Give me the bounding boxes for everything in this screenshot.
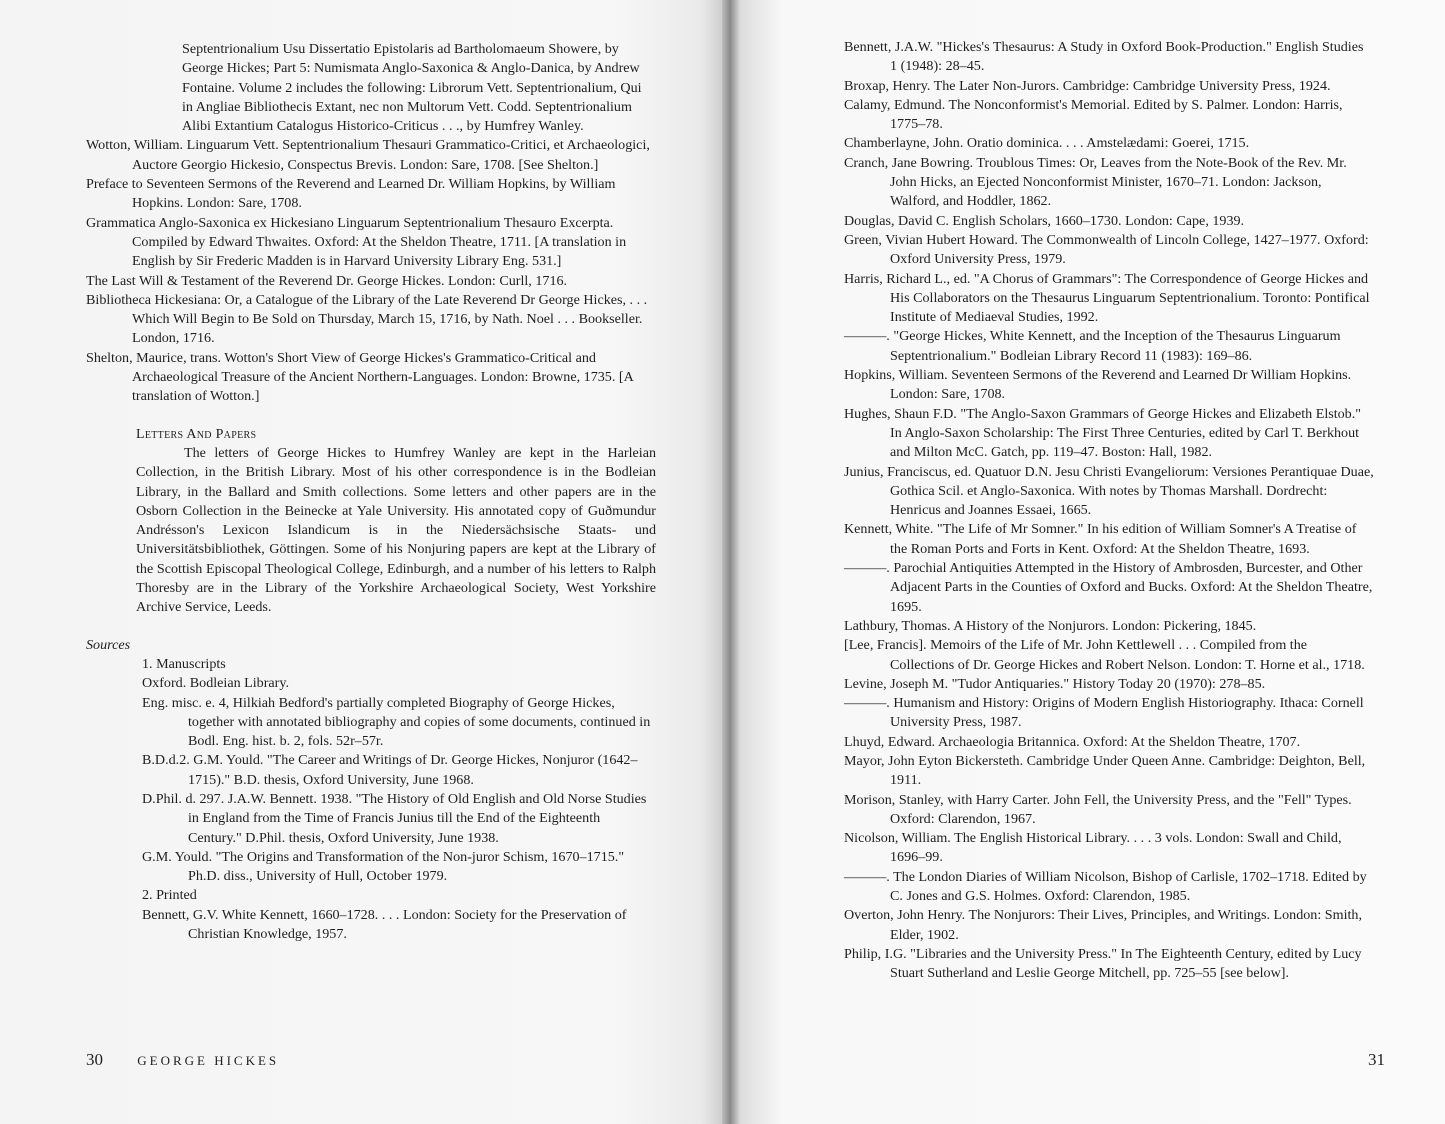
bibliography-entry: Shelton, Maurice, trans. Wotton's Short View of George Hickes's Grammatico-Critical and Archaeological Treasure of the Ancient Northern-Languages. London: Browne, 1735. [A translation of Wotton.] <box>86 349 633 405</box>
bibliography-entry: ———. "George Hickes, White Kennett, and the Inception of the Thesaurus Linguarum Septentrionalium." Bodleian Library Record 11 (1983): 169–86. <box>844 328 1341 364</box>
right-footer <box>1368 1050 1385 1070</box>
printed-label: 2. Printed <box>142 887 197 904</box>
bibliography-entry: ———. The London Diaries of William Nicolson, Bishop of Carlisle, 1702–1718. Edited by C. Jones and G.S. Holmes. Oxford: Clarendon, 1985. <box>844 868 1367 905</box>
bibliography-entry: Cranch, Jane Bowring. Troublous Times: Or, Leaves from the Note-Book of the Rev. Mr. John Hicks, an Ejected Nonconformist Minister, 1670–71. London: Jackson, Walford, and Hoddler, 1862. <box>844 154 1347 210</box>
bibliography-entry: Chamberlayne, John. Oratio dominica. . . . Amstelædami: Goerei, 1715. <box>844 135 1250 152</box>
left-page <box>0 0 722 1124</box>
running-head: GEORGE HICKES <box>137 1053 280 1068</box>
manuscript-entry: B.D.d.2. G.M. Yould. "The Career and Writings of Dr. George Hickes, Nonjuror (1642–1715)." B.D. thesis, Oxford University, June 1968. <box>142 752 638 788</box>
bibliography-entry: Overton, John Henry. The Nonjurors: Their Lives, Principles, and Writings. London: Smith, Elder, 1902. <box>844 907 1362 943</box>
book-gutter <box>722 0 740 1124</box>
continued-entry: Septentrionalium Usu Dissertatio Epistolaris ad Bartholomaeum Showere, by George Hickes; Part 5: Numismata Anglo-Saxonica & Anglo-Danica, by Andrew Fontaine. Volume 2 includes the following: Librorum Vett. Septentrionalium, Qui in Angliae Bibliothecis Extant, nec non Multorum Vett. Codd. Septentrionalium Alibi Extantium Catalogus Historico-Criticus . . ., by Humfrey Wanley. <box>182 41 642 135</box>
bibliography-entry: Bibliotheca Hickesiana: Or, a Catalogue of the Library of the Late Reverend Dr George Hickes, . . . Which Will Begin to Be Sold on Thursday, March 15, 1716, by Nath. Noel . . . Bookseller. London, 1716. <box>86 291 648 347</box>
page-number: 30 <box>86 1050 103 1069</box>
bibliography-entry: Douglas, David C. English Scholars, 1660–1730. London: Cape, 1939. <box>844 212 1245 229</box>
left-footer <box>86 1050 279 1070</box>
oxford-label: Oxford. Bodleian Library. <box>142 675 290 692</box>
printed-entry: Bennett, G.V. White Kennett, 1660–1728. . . . London: Society for the Preservation of Christian Knowledge, 1957. <box>142 906 627 943</box>
bibliography-entry: Morison, Stanley, with Harry Carter. John Fell, the University Press, and the "Fell" Types. Oxford: Clarendon, 1967. <box>844 791 1352 827</box>
letters-heading: Letters And Papers <box>136 426 257 442</box>
manuscript-entry: Eng. misc. e. 4, Hilkiah Bedford's partially completed Biography of George Hickes, together with annotated bibliography and copies of some documents, continued in Bodl. Eng. hist. b. 2, fols. 52r–57r. <box>142 694 651 750</box>
bibliography-entry: Grammatica Anglo-Saxonica ex Hickesiano Linguarum Septentrionalium Thesauro Excerpta. Compiled by Edward Thwaites. Oxford: At the Sheldon Theatre, 1711. [A translation in English by Sir Frederic Madden is in Harvard University Library Eng. 531.] <box>86 214 627 270</box>
bibliography-entry: ———. Humanism and History: Origins of Modern English Historiography. Ithaca: Cornell University Press, 1987. <box>844 695 1364 731</box>
letters-paragraph: The letters of George Hickes to Humfrey Wanley are kept in the Harleian Collection, in the British Library. Most of his other correspondence is in the Bodleian Library, in the Ballard and Smith collections. Some letters and other papers are in the Osborn Collection in the Beinecke at Yale University. His annotated copy of Guðmundur Andrésson's Lexicon Islandicum is in the Niedersächsische Staats- und Universitätsbibliothek, Göttingen. Some of his Nonjuring papers are kept at the Library of the Scottish Episcopal Theological College, Edinburgh, and a number of his letters to Ralph Thoresby are in the Library of the Yorkshire Archaeological Society, West Yorkshire Archive Service, Leeds. <box>136 444 656 616</box>
bibliography-entry: [Lee, Francis]. Memoirs of the Life of Mr. John Kettlewell . . . Compiled from the Collections of Dr. George Hickes and Robert Nelson. London: T. Horne et al., 1718. <box>844 637 1365 673</box>
bibliography-entry: The Last Will & Testament of the Reverend Dr. George Hickes. London: Curll, 1716. <box>86 272 568 289</box>
bibliography-entry: Levine, Joseph M. "Tudor Antiquaries." History Today 20 (1970): 278–85. <box>844 675 1266 692</box>
manuscript-entry: G.M. Yould. "The Origins and Transformation of the Non-juror Schism, 1670–1715." Ph.D. diss., University of Hull, October 1979. <box>142 848 625 885</box>
bibliography-entry: Hopkins, William. Seventeen Sermons of the Reverend and Learned Dr William Hopkins. London: Sare, 1708. <box>844 367 1352 403</box>
bibliography-entry: Nicolson, William. The English Historical Library. . . . 3 vols. London: Swall and Child, 1696–99. <box>844 830 1342 866</box>
bibliography-entry: Green, Vivian Hubert Howard. The Commonwealth of Lincoln College, 1427–1977. Oxford: Oxford University Press, 1979. <box>844 231 1369 268</box>
bibliography-entry: Junius, Franciscus, ed. Quatuor D.N. Jesu Christi Evangeliorum: Versiones Perantiquae Duae, Gothica Scil. et Anglo-Saxonica. With notes by Thomas Marshall. Dordrecht: Henricus and Joannes Essaei, 1665. <box>844 463 1374 519</box>
bibliography-entry: Calamy, Edmund. The Nonconformist's Memorial. Edited by S. Palmer. London: Harris, 1775–78. <box>844 96 1343 133</box>
manuscript-entry: D.Phil. d. 297. J.A.W. Bennett. 1938. "The History of Old English and Old Norse Studies in England from the Time of Francis Junius till the End of the Eighteenth Century." D.Phil. thesis, Oxford University, June 1938. <box>142 790 647 846</box>
bibliography-entry: Bennett, J.A.W. "Hickes's Thesaurus: A Study in Oxford Book-Production." English Studies 1 (1948): 28–45. <box>844 39 1364 75</box>
bibliography-entry: Lhuyd, Edward. Archaeologia Britannica. Oxford: At the Sheldon Theatre, 1707. <box>844 733 1301 750</box>
bibliography-entry: Kennett, White. "The Life of Mr Somner." In his edition of William Somner's A Treatise of the Roman Ports and Forts in Kent. Oxford: At the Sheldon Theatre, 1693. <box>844 521 1357 557</box>
bibliography-entry: Harris, Richard L., ed. "A Chorus of Grammars": The Correspondence of George Hickes and His Collaborators on the Thesaurus Linguarum Septentrionalium. Toronto: Pontifical Institute of Mediaeval Studies, 1992. <box>844 270 1370 326</box>
bibliography-entry: Philip, I.G. "Libraries and the University Press." In The Eighteenth Century, edited by Lucy Stuart Sutherland and Leslie George Mitchell, pp. 725–55 [see below]. <box>844 945 1362 982</box>
bibliography-entry: Wotton, William. Linguarum Vett. Septentrionalium Thesauri Grammatico-Critici, et Archaeologici, Auctore Georgio Hickesio, Conspectus Brevis. London: Sare, 1708. [See Shelton.] <box>86 137 650 173</box>
bibliography-entry: Lathbury, Thomas. A History of the Nonjurors. London: Pickering, 1845. <box>844 617 1257 634</box>
bibliography-entry: ———. Parochial Antiquities Attempted in the History of Ambrosden, Burcester, and Other Adjacent Parts in the Counties of Oxford and Bucks. Oxford: At the Sheldon Theatre, 1695. <box>844 560 1373 615</box>
manuscripts-label: 1. Manuscripts <box>142 655 226 672</box>
sources-heading: Sources <box>86 636 131 653</box>
bibliography-entry: Preface to Seventeen Sermons of the Reverend and Learned Dr. William Hopkins, by William Hopkins. London: Sare, 1708. <box>86 176 616 212</box>
bibliography-entry: Broxap, Henry. The Later Non-Jurors. Cambridge: Cambridge University Press, 1924. <box>844 77 1331 94</box>
bibliography-entry: Mayor, John Eyton Bickersteth. Cambridge Under Queen Anne. Cambridge: Deighton, Bell, 1911. <box>844 752 1366 789</box>
right-page-body <box>844 38 1374 984</box>
bibliography-entry: Hughes, Shaun F.D. "The Anglo-Saxon Grammars of George Hickes and Elizabeth Elstob." In Anglo-Saxon Scholarship: The First Three Centuries, edited by Carl T. Berkhout and Milton McC. Gatch, pp. 119–47. Boston: Hall, 1982. <box>844 405 1362 461</box>
right-page <box>740 0 1445 1124</box>
page-number: 31 <box>1368 1050 1385 1069</box>
left-page-body <box>86 40 656 944</box>
